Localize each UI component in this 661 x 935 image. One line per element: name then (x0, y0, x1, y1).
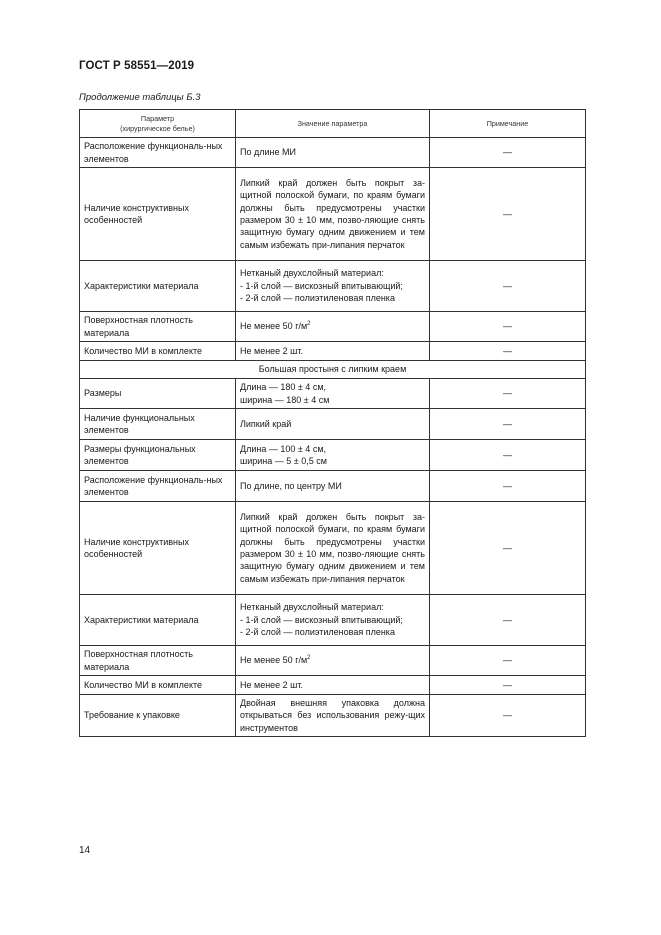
table-row (80, 502, 586, 595)
unit-superscript: 2 (307, 321, 311, 328)
material-intro: Нетканый двухслойный материал: (240, 268, 384, 279)
value-cell: Не менее 2 шт. (236, 342, 430, 361)
width-value: ширина — 5 ± 0,5 см (240, 456, 327, 466)
param-cell: Наличие конструктивных особенностей (80, 502, 236, 595)
note-cell: — (430, 471, 586, 502)
width-value: ширина — 180 ± 4 см (240, 394, 330, 405)
param-cell: Размеры функциональных элементов (80, 440, 236, 471)
param-cell: Требование к упаковке (80, 695, 236, 737)
note-cell: — (430, 695, 586, 737)
length-value: Длина — 100 ± 4 см, (240, 443, 327, 454)
param-cell: Наличие функциональных элементов (80, 409, 236, 440)
value-cell: Липкий край должен быть покрыт за-щитной полоской бумаги, по краям бумаги должны быть предусмотрены участки размером 30 ± 10 мм, позво-ляющие снять защитную бумагу одним движением и тем самым избежать при-липания перчаток (236, 502, 430, 595)
table-caption: Продолжение таблицы Б.3 (79, 92, 201, 103)
value-cell: Липкий край должен быть покрыт за-щитной полоской бумаги, по краям бумаги должны быть предусмотрены участки размером 30 ± 10 мм, позво-ляющие снять защитную бумагу одним движением и тем самым избежать при-липания перчаток (236, 168, 430, 261)
param-cell: Поверхностная плотность материала (80, 312, 236, 342)
param-cell: Количество МИ в комплекте (80, 342, 236, 361)
note-cell: — (430, 168, 586, 261)
material-layer-1: - 1-й слой — вискозный впитывающий; (240, 280, 403, 291)
column-header-parameter (80, 110, 236, 138)
note-cell: — (430, 342, 586, 361)
density-value: Не менее 50 г/м (240, 655, 308, 666)
table-row (80, 646, 586, 676)
value-cell (236, 646, 430, 676)
table-row (80, 471, 586, 502)
note-cell: — (430, 646, 586, 676)
param-cell: Характеристики материала (80, 595, 236, 646)
note-cell: — (430, 138, 586, 168)
table-row (80, 138, 586, 168)
param-cell: Характеристики материала (80, 261, 236, 312)
value-cell: По длине, по центру МИ (236, 471, 430, 502)
column-header-value: Значение параметра (236, 110, 430, 138)
note-cell: — (430, 409, 586, 440)
param-cell: Количество МИ в комплекте (80, 676, 236, 695)
note-cell: — (430, 261, 586, 312)
table-row (80, 312, 586, 342)
document-standard-header: ГОСТ Р 58551—2019 (79, 60, 195, 72)
page-number: 14 (79, 845, 91, 856)
table-row (80, 261, 586, 312)
param-cell: Расположение функциональ-ных элементов (80, 138, 236, 168)
note-cell: — (430, 312, 586, 342)
value-cell (236, 379, 430, 409)
value-cell: Липкий край (236, 409, 430, 440)
table-row (80, 168, 586, 261)
parameters-table (79, 109, 586, 737)
section-title: Большая простыня с липким краем (80, 361, 586, 379)
table-row (80, 695, 586, 737)
column-header-parameter-title: Параметр (140, 114, 175, 124)
column-header-parameter-subtitle: (хирургическое белье) (120, 123, 195, 133)
density-value: Не менее 50 г/м (240, 321, 308, 332)
param-cell: Размеры (80, 379, 236, 409)
unit-superscript: 2 (307, 655, 311, 662)
material-layer-1: - 1-й слой — вискозный впитывающий; (240, 614, 403, 625)
value-cell (236, 261, 430, 312)
table-row (80, 409, 586, 440)
column-header-note: Примечание (430, 110, 586, 138)
value-cell (236, 440, 430, 471)
table-row (80, 595, 586, 646)
param-cell: Поверхностная плотность материала (80, 646, 236, 676)
table-header-row (80, 110, 586, 138)
table-row (80, 440, 586, 471)
note-cell: — (430, 676, 586, 695)
table-row (80, 342, 586, 361)
value-cell: Двойная внешняя упаковка должна открываться без использования режу-щих инструментов (236, 695, 430, 737)
table-row (80, 676, 586, 695)
length-value: Длина — 180 ± 4 см, (240, 382, 327, 393)
value-cell: По длине МИ (236, 138, 430, 168)
value-cell (236, 595, 430, 646)
note-cell: — (430, 440, 586, 471)
material-intro: Нетканый двухслойный материал: (240, 602, 384, 613)
material-layer-2: - 2-й слой — полиэтиленовая пленка (240, 627, 395, 638)
material-layer-2: - 2-й слой — полиэтиленовая пленка (240, 293, 395, 304)
note-cell: — (430, 502, 586, 595)
param-cell: Расположение функциональ-ных элементов (80, 471, 236, 502)
param-cell: Наличие конструктивных особенностей (80, 168, 236, 261)
note-cell: — (430, 595, 586, 646)
value-cell: Не менее 2 шт. (236, 676, 430, 695)
note-cell: — (430, 379, 586, 409)
value-cell (236, 312, 430, 342)
section-row (80, 361, 586, 379)
table-row (80, 379, 586, 409)
